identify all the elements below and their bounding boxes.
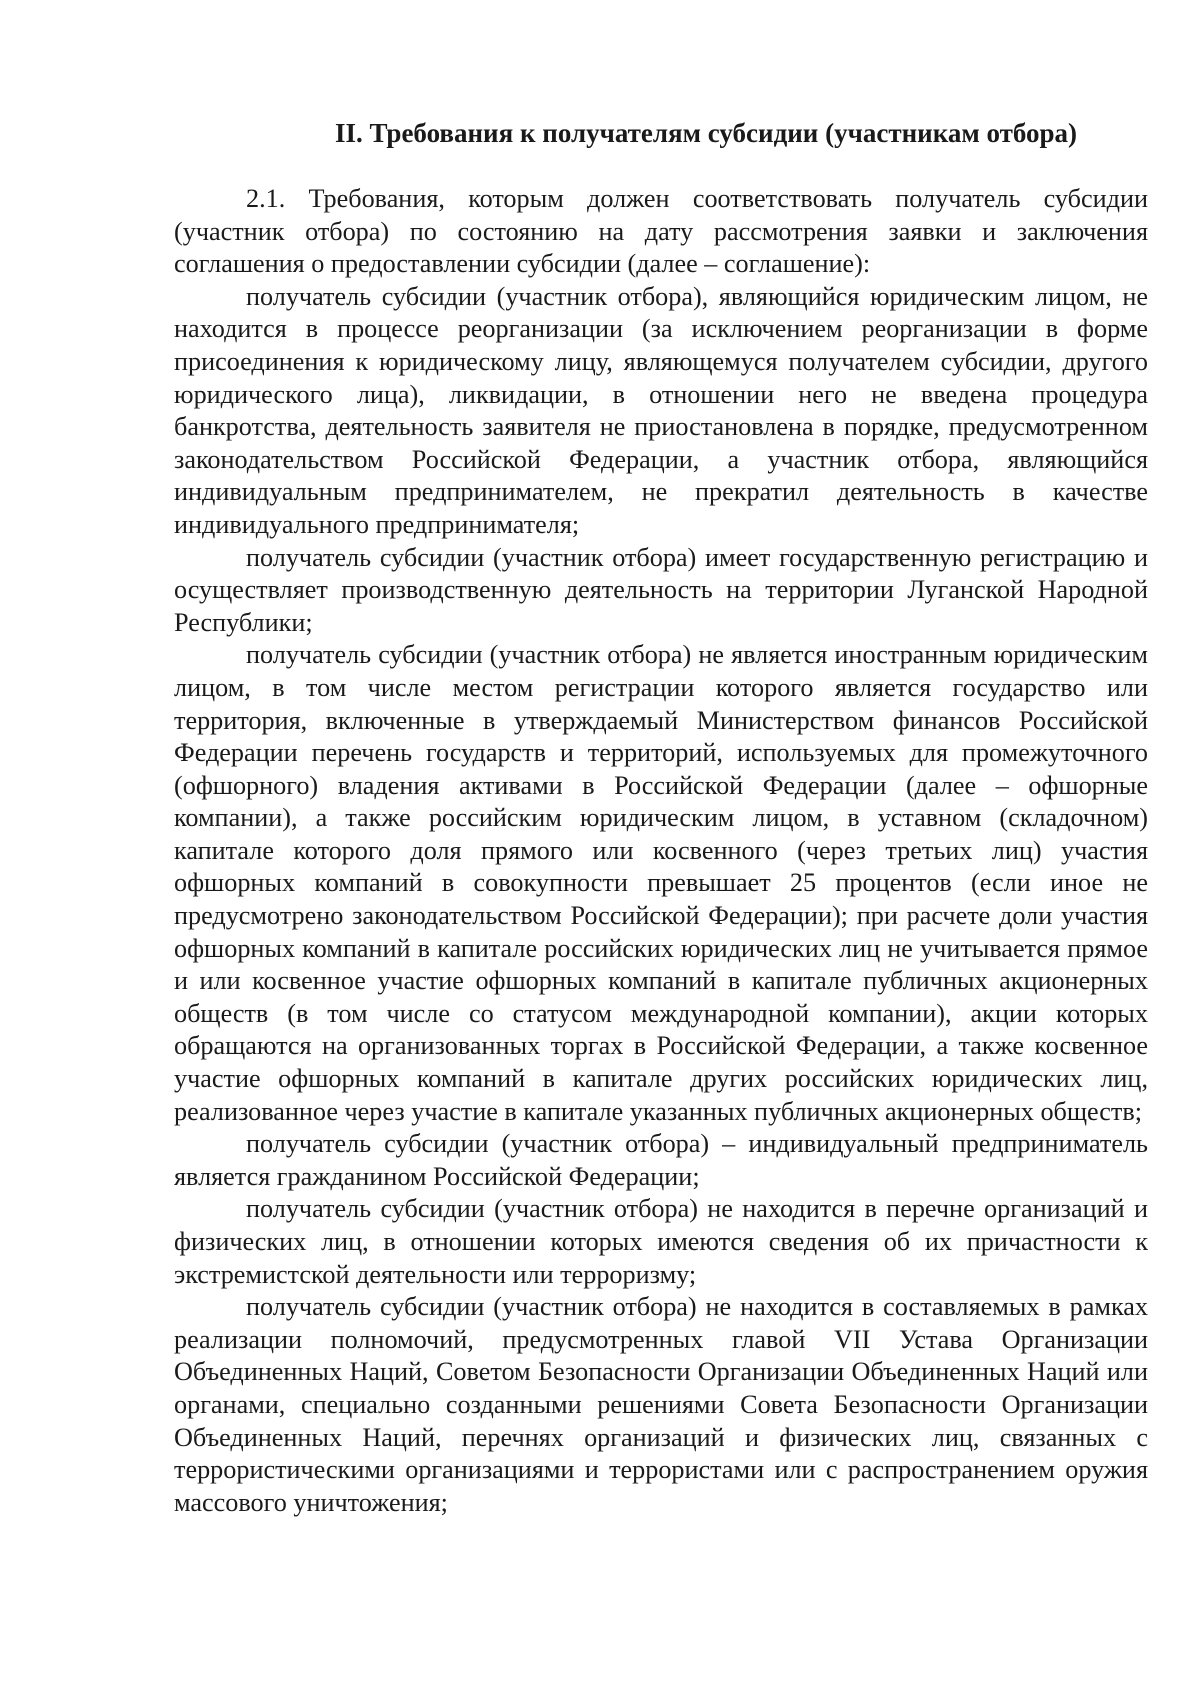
- paragraph-requirement-registration: получатель субсидии (участник отбора) имеет государственную регистрацию и осуществляет производственную деятельность на территории Луганской Народной Республики;: [174, 542, 1148, 637]
- document-body: [174, 183, 1148, 1519]
- paragraph-requirement-no-reorganization: получатель субсидии (участник отбора), являющийся юридическим лицом, не находится в процессе реорганизации (за исключением реорганизации в форме присоединения к юридическому лицу, являющемуся получателем субсидии, другого юридического лица), ликвидации, в отношении него не введена процедура банкротства, деятельность заявителя не приостановлена в порядке, предусмотренном законодательством Российской Федерации, а участник отбора, являющийся индивидуальным предпринимателем, не прекратил деятельность в качестве индивидуального предпринимателя;: [174, 281, 1148, 539]
- paragraph-requirement-citizenship: получатель субсидии (участник отбора) – индивидуальный предприниматель является гражданином Российской Федерации;: [174, 1129, 1148, 1191]
- paragraph-requirement-not-extremist: получатель субсидии (участник отбора) не находится в перечне организаций и физических лиц, в отношении которых имеются сведения об их причастности к экстремистской деятельности или терроризму;: [174, 1194, 1148, 1289]
- paragraph-2-1: 2.1. Требования, которым должен соответствовать получатель субсидии (участник отбора) по состоянию на дату рассмотрения заявки и заключения соглашения о предоставлении субсидии (далее – соглашение):: [174, 184, 1148, 279]
- section-title: II. Требования к получателям субсидии (участникам отбора): [334, 118, 1078, 148]
- paragraph-requirement-not-offshore: получатель субсидии (участник отбора) не является иностранным юридическим лицом, в том числе местом регистрации которого является государство или территория, включенные в утверждаемый Министерством финансов Российской Федерации перечень государств и территорий, используемых для промежуточного (офшорного) владения активами в Российской Федерации (далее – офшорные компании), а также российским юридическим лицом, в уставном (складочном) капитале которого доля прямого или косвенного (через третьих лиц) участия офшорных компаний в совокупности превышает 25 процентов (если иное не предусмотрено законодательством Российской Федерации); при расчете доли участия офшорных компаний в капитале российских юридических лиц не учитывается прямое и или косвенное участие офшорных компаний в капитале публичных акционерных обществ (в том числе со статусом международной компании), акции которых обращаются на организованных торгах в Российской Федерации, а также косвенное участие офшорных компаний в капитале других российских юридических лиц, реализованное через участие в капитале указанных публичных акционерных обществ;: [174, 640, 1148, 1126]
- paragraph-requirement-not-un-lists: получатель субсидии (участник отбора) не находится в составляемых в рамках реализации полномочий, предусмотренных главой VII Устава Организации Объединенных Наций, Советом Безопасности Организации Объединенных Наций или органами, специально созданными решениями Совета Безопасности Организации Объединенных Наций, перечнях организаций и физических лиц, связанных с террористическими организациями и террористами или с распространением оружия массового уничтожения;: [174, 1292, 1148, 1517]
